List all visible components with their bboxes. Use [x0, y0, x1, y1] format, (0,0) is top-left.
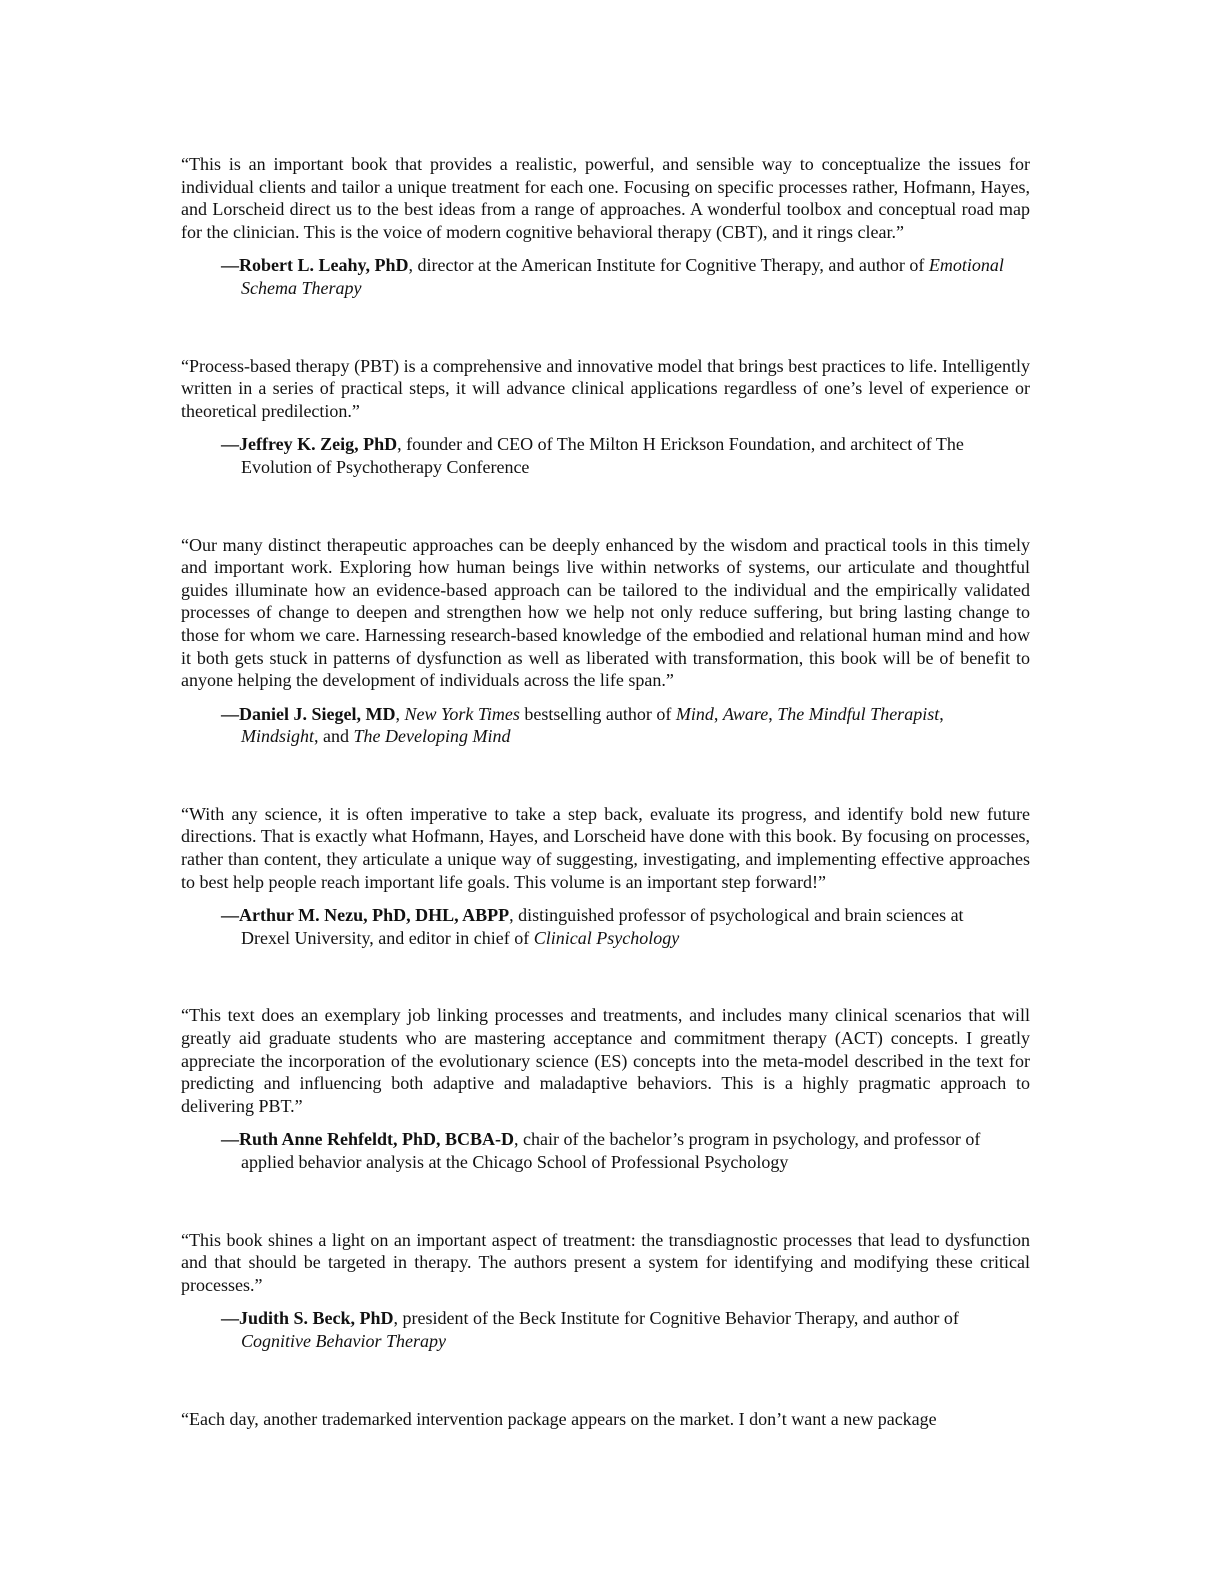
endorsement-quote: “Process-based therapy (PBT) is a comprehensive and innovative model that brings best practices to life. Intelligently written in a series of practical steps, it will advance clinical applications regardless of one’s level of experience or theoretical predilection.” [181, 355, 1030, 421]
endorsement-attribution [221, 1307, 1011, 1352]
endorsements-page [181, 153, 1030, 1430]
endorsement-nezu [181, 803, 1030, 950]
book-title: Cognitive Behavior Therapy [241, 1330, 446, 1351]
endorser-name: —Judith S. Beck, PhD [221, 1308, 394, 1329]
endorser-name: —Daniel J. Siegel, MD [221, 703, 396, 724]
endorser-name: —Arthur M. Nezu, PhD, DHL, ABPP [221, 905, 510, 926]
endorsement-attribution [221, 433, 1011, 478]
endorsement-attribution [221, 703, 1011, 748]
endorsement-siegel [181, 534, 1030, 748]
endorser-name: —Robert L. Leahy, PhD [221, 255, 409, 276]
endorsement-quote: “This text does an exemplary job linking processes and treatments, and includes many clinical scenarios that will greatly aid graduate students who are mastering acceptance and commitment therapy (ACT) concepts. I greatly appreciate the incorporation of the evolutionary science (ES) concepts into the meta-model described in the text for predicting and influencing both adaptive and maladaptive behaviors. This is a highly pragmatic approach to delivering PBT.” [181, 1005, 1030, 1116]
publication-title: Clinical Psychology [533, 927, 680, 948]
endorser-role: , founder and CEO of The Milton H Erickson Foundation, and architect of The Evolution of Psychotherapy Conference [241, 434, 964, 477]
endorsement-quote: “This book shines a light on an important aspect of treatment: the transdiagnostic processes that lead to dysfunction and that should be targeted in therapy. The authors present a system for identifying and modifying these critical processes.” [181, 1229, 1030, 1295]
separator: , [768, 703, 778, 724]
separator: , [713, 703, 723, 724]
endorsement-attribution [221, 254, 1011, 299]
endorser-name: —Jeffrey K. Zeig, PhD [221, 434, 398, 455]
endorser-role: , distinguished professor of psychological and brain sciences at Drexel University, and editor in chief of [241, 905, 964, 948]
book-title: Mindsight [241, 726, 315, 747]
trailing-quote-line: “Each day, another trademarked intervention package appears on the market. I don’t want a new package [181, 1408, 937, 1429]
endorsement-quote: “This is an important book that provides a realistic, powerful, and sensible way to conceptualize the issues for individual clients and tailor a unique treatment for each one. Focusing on specific processes rather, Hofmann, Hayes, and Lorscheid direct us to the best ideas from a range of approaches. A wonderful toolbox and conceptual road map for the clinician. This is the voice of modern cognitive behavioral therapy (CBT), and it rings clear.” [181, 154, 1030, 242]
endorser-role: , director at the American Institute for Cognitive Therapy, and author of [408, 255, 929, 276]
separator: , [395, 703, 405, 724]
separator: , [939, 703, 944, 724]
book-title: Aware [722, 703, 769, 724]
endorsement-rehfeldt [181, 1004, 1030, 1173]
endorser-role: bestselling author of [519, 703, 676, 724]
endorser-role: , president of the Beck Institute for Cognitive Behavior Therapy, and author of [393, 1308, 959, 1329]
endorser-role: , chair of the bachelor’s program in psychology, and professor of applied behavior analysis at the Chicago School of Professional Psychology [241, 1129, 981, 1172]
endorsement-leahy [181, 153, 1030, 300]
endorsement-zeig [181, 355, 1030, 479]
publication-name: New York Times [404, 703, 520, 724]
endorsement-attribution [221, 904, 1011, 949]
book-title: Emotional Schema Therapy [241, 255, 1004, 298]
endorser-name: —Ruth Anne Rehfeldt, PhD, BCBA-D [221, 1129, 515, 1150]
separator: , and [314, 726, 354, 747]
endorsement-beck [181, 1229, 1030, 1353]
book-title: The Developing Mind [353, 726, 511, 747]
endorsement-quote: “With any science, it is often imperative to take a step back, evaluate its progress, and identify bold new future directions. That is exactly what Hofmann, Hayes, and Lorscheid have done with this book. By focusing on processes, rather than content, they articulate a unique way of suggesting, investigating, and implementing effective approaches to best help people reach important life goals. This volume is an important step forward!” [181, 803, 1030, 892]
endorsement-quote: “Our many distinct therapeutic approaches can be deeply enhanced by the wisdom and practical tools in this timely and important work. Exploring how human beings live within networks of systems, our articulate and thoughtful guides illuminate how an evidence-based approach can be tailored to the individual and the empirically validated processes of change to deepen and strengthen how we help not only reduce suffering, but bring lasting change to those for whom we care. Harnessing research-based knowledge of the embodied and relational human mind and how it both gets stuck in patterns of dysfunction as well as liberated with transformation, this book will be of benefit to anyone helping the development of individuals across the life span.” [181, 534, 1030, 691]
book-title: The Mindful Therapist [777, 703, 940, 724]
book-title: Mind [675, 703, 714, 724]
endorsement-attribution [221, 1128, 1011, 1173]
